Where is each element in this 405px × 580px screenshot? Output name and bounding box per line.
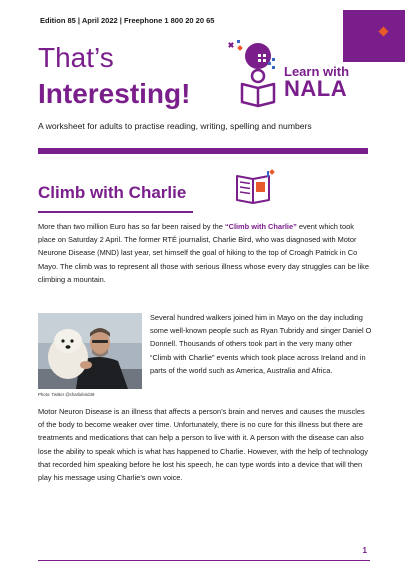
- paragraph-1-intro: More than two million Euro has so far been raised by the: [38, 222, 225, 231]
- event-name-highlight: “Climb with Charlie”: [224, 222, 297, 231]
- edition-info: Edition 85 | April 2022 | Freephone 1 800 20 20 65: [40, 16, 215, 25]
- page-number: 1: [362, 546, 367, 555]
- charlie-bird-photo: [38, 313, 142, 389]
- page-title-line2: Interesting!: [38, 78, 191, 109]
- article-paragraph-1: [38, 220, 370, 286]
- photo-caption: Photo: Twitter @charliebird49: [38, 392, 95, 397]
- paragraph-1-body: event which took place on Saturday 2 April. The former RTÉ journalist, Charlie Bird, who was diagnosed with Motor Neurone Disease (MND) last year, set himself the goal of hiking to the top of Croagh Patrick in Co Mayo. The climb was to represent all those with serious illness whose every day struggles can be like climbing a mountain.: [38, 222, 369, 284]
- logo-text-learn-with: Learn with: [284, 64, 350, 79]
- page-title-line1: That’s: [38, 42, 114, 73]
- article-paragraph-3: Motor Neuron Disease is an illness that affects a person’s brain and nerves and causes the muscles of the body to become weaker over time. Unfortunately, there is no cure for this illness but there are treatments and medications that can help a person to live with it. A person with the disease can also lose the ability to speak which is what has happened to Charlie. However, with the help of technology that recorded him speaking before he lost his speech, he can type words into a device that will then play his message using Charlie’s own voice.: [38, 407, 368, 483]
- header-divider: [38, 148, 368, 154]
- logo-text-nala: NALA: [284, 76, 348, 101]
- footer-divider: [38, 560, 370, 561]
- reading-icon: [233, 168, 277, 208]
- article-title: Climb with Charlie: [38, 183, 187, 202]
- article-title-underline: [38, 211, 193, 213]
- article-paragraph-2: Several hundred walkers joined him in Mayo on the day including some well-known people such as Ryan Tubridy and singer Daniel O Donnell. Thousands of others took part in the very many other “Climb with Charlie” events which took place across Ireland and in parts of the world such as America, Australia and Africa.: [150, 313, 372, 375]
- worksheet-subtitle: A worksheet for adults to practise reading, writing, spelling and numbers: [38, 121, 312, 131]
